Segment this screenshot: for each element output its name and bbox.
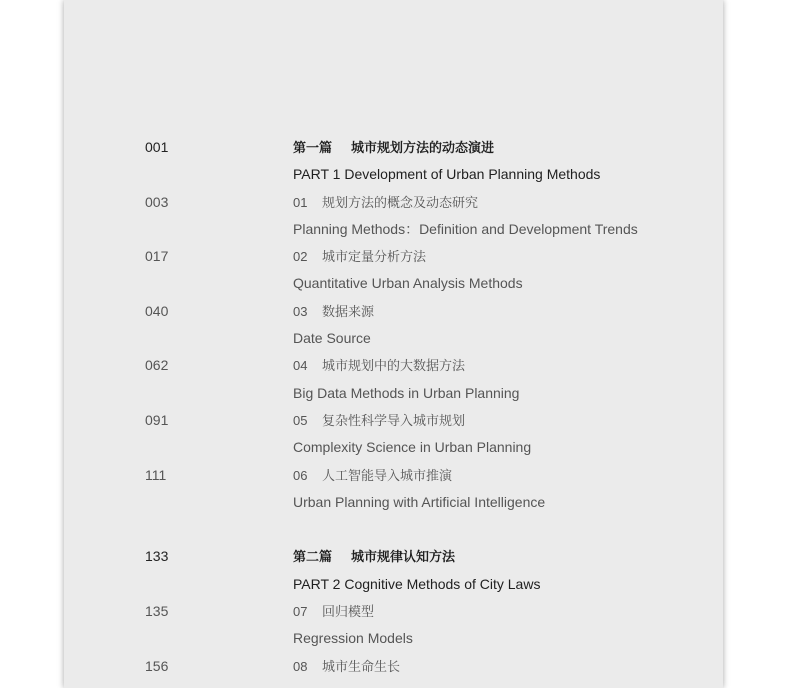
chapter-title-en: Urban Planning with Artificial Intelligence <box>293 493 546 510</box>
page-number: 135 <box>145 603 169 620</box>
chapter-number: 08 <box>293 658 308 674</box>
toc-chapter-03-en-row[interactable] <box>64 325 723 352</box>
page-number: 133 <box>145 548 169 565</box>
chapter-title-cn: 回归模型 <box>322 604 375 620</box>
toc-chapter-06-cn-row[interactable] <box>64 462 723 489</box>
chapter-number: 01 <box>293 194 308 210</box>
toc-chapter-07-en-row[interactable] <box>64 625 723 652</box>
table-of-contents <box>64 134 723 680</box>
toc-chapter-08-cn-row[interactable] <box>64 653 723 680</box>
chapter-title-en: Date Source <box>293 330 371 347</box>
chapter-title-cn: 数据来源 <box>322 303 375 319</box>
page-number: 111 <box>145 466 167 483</box>
page-number: 062 <box>145 357 169 374</box>
part-label: 第二篇 <box>293 549 333 565</box>
document-page <box>64 0 723 688</box>
page-number: 156 <box>145 657 169 674</box>
toc-chapter-03-cn-row[interactable] <box>64 298 723 325</box>
page-number: 091 <box>145 411 169 428</box>
page-number: 003 <box>145 193 169 210</box>
part-title-en: PART 2 Cognitive Methods of City Laws <box>293 575 541 592</box>
chapter-title-cn: 城市生命生长 <box>322 658 401 674</box>
chapter-number: 05 <box>293 412 308 428</box>
toc-chapter-04-en-row[interactable] <box>64 380 723 407</box>
toc-part-1-cn-row[interactable] <box>64 134 723 161</box>
page-number: 040 <box>145 302 169 319</box>
chapter-number: 06 <box>293 467 308 483</box>
chapter-number: 04 <box>293 358 308 374</box>
chapter-title-cn: 人工智能导入城市推演 <box>322 467 453 483</box>
part-label: 第一篇 <box>293 140 333 155</box>
toc-chapter-01-en-row[interactable] <box>64 216 723 243</box>
toc-chapter-02-en-row[interactable] <box>64 270 723 297</box>
chapter-title-cn: 城市定量分析方法 <box>322 249 427 265</box>
toc-chapter-05-cn-row[interactable] <box>64 407 723 434</box>
chapter-title-cn: 城市规划中的大数据方法 <box>322 358 466 374</box>
section-gap <box>64 516 723 543</box>
chapter-title-en: Big Data Methods in Urban Planning <box>293 384 520 401</box>
toc-chapter-04-cn-row[interactable] <box>64 352 723 379</box>
chapter-title-en: Planning Methods：Definition and Development Trends <box>293 220 638 237</box>
chapter-title-en: Regression Models <box>293 630 413 647</box>
chapter-title-cn: 规划方法的概念及动态研究 <box>322 194 479 210</box>
chapter-title-cn: 复杂性科学导入城市规划 <box>322 412 466 428</box>
toc-part-1-en-row[interactable] <box>64 161 723 188</box>
toc-chapter-06-en-row[interactable] <box>64 489 723 516</box>
part-title-cn: 城市规律认知方法 <box>351 549 456 565</box>
toc-chapter-05-en-row[interactable] <box>64 434 723 461</box>
part-title-en: PART 1 Development of Urban Planning Methods <box>293 166 601 183</box>
chapter-title-en: Complexity Science in Urban Planning <box>293 439 532 456</box>
part-title-cn: 城市规划方法的动态演进 <box>351 140 495 155</box>
toc-chapter-07-cn-row[interactable] <box>64 598 723 625</box>
toc-chapter-02-cn-row[interactable] <box>64 243 723 270</box>
page-number: 017 <box>145 248 169 265</box>
toc-chapter-01-cn-row[interactable] <box>64 189 723 216</box>
chapter-number: 02 <box>293 249 308 265</box>
chapter-title-en: Quantitative Urban Analysis Methods <box>293 275 523 292</box>
chapter-number: 03 <box>293 303 308 319</box>
toc-part-2-cn-row[interactable] <box>64 543 723 570</box>
toc-part-2-en-row[interactable] <box>64 571 723 598</box>
page-number: 001 <box>145 139 169 155</box>
chapter-number: 07 <box>293 604 308 620</box>
